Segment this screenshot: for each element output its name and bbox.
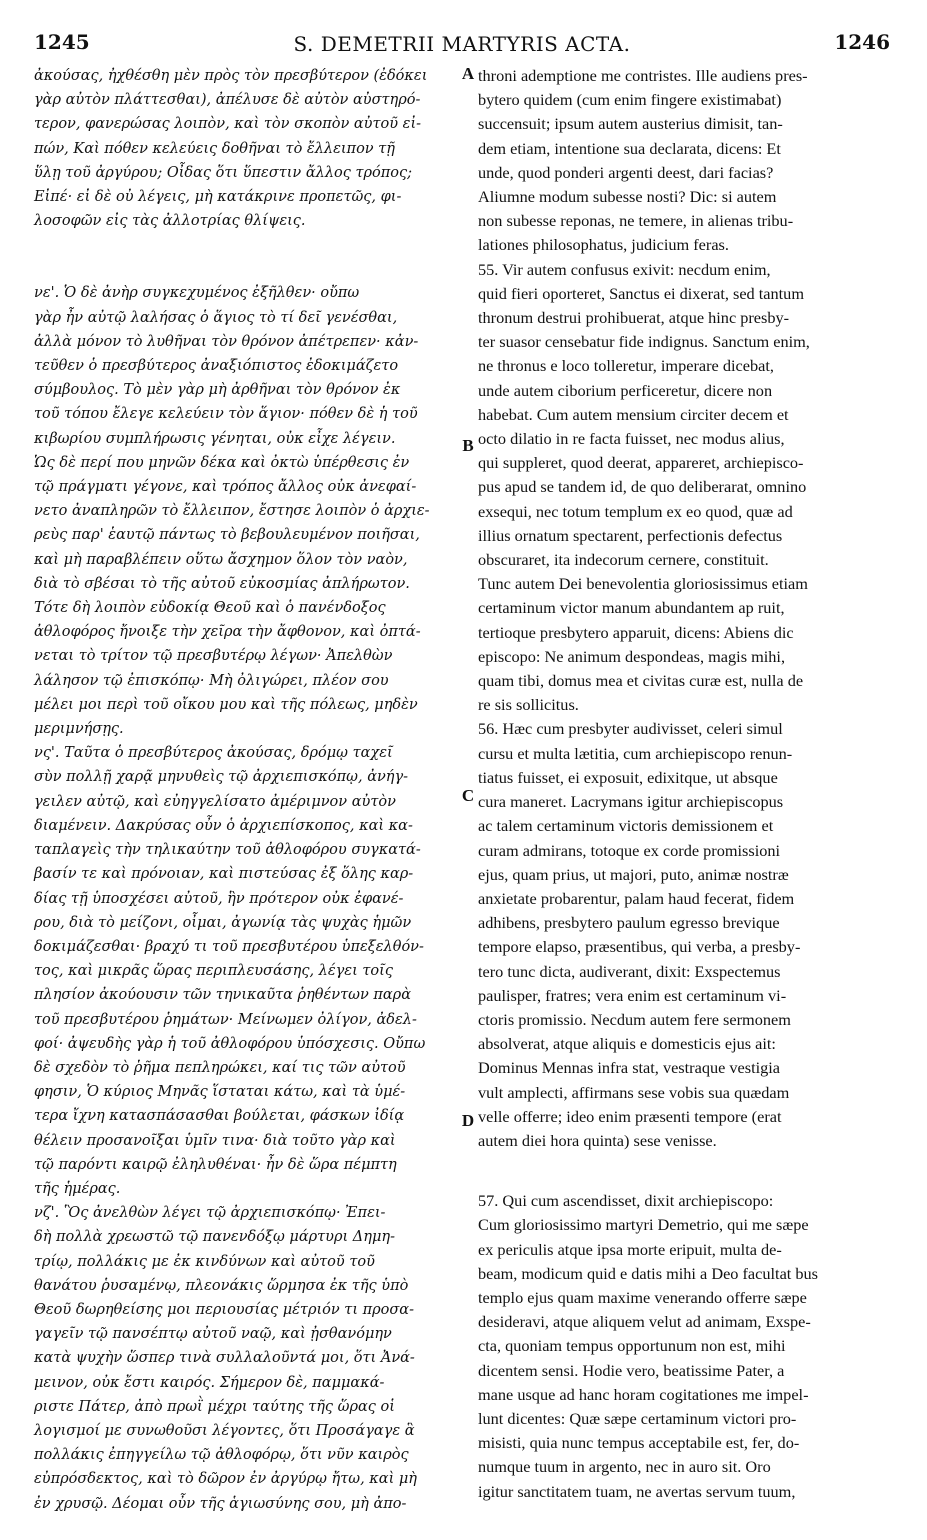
latin-paragraph-57: 57. Qui cum ascendisset, dixit archiepiscopo: Cum gloriosissimo martyri Demetrio, qui me sæpe ex periculis atque ipsa morte eripuit, multa de- beam, modicum quid e datis mihi a Deo facultat bus templo ejus quam maxime venerando offerre sæpe desideravi, atque aliquem velut ad animam, Exspe- cta, quoniam tempus opportunum non est, mihi dicentem sensi. Hodie vero, beatissime Pater, a mane usque ad hanc horam cogitationes me impel- lunt dicentes: Quæ sæpe certaminum victori pro- misisti, quia nunc tempus acceptabile est, fer, do- numque tuum in argento, nec in auro sit. Oro igitur sanctitatem tuam, ne avertas servum tuum, (478, 1191, 819, 1501)
margin-marker-a: A (461, 64, 475, 83)
page-number-left: 1245 (34, 30, 90, 54)
page-number-right: 1246 (834, 30, 890, 54)
margin-marker-c: C (461, 786, 475, 805)
greek-paragraph-57: νζ'. Ὃς ἀνελθὼν λέγει τῷ ἀρχιεπισκόπῳ· Ἐπει- δὴ πολλὰ χρεωστῶ τῷ πανενδόξῳ μάρτυρι Δημη- τρίῳ, πολλάκις με ἐκ κινδύνων καὶ αὐτοῦ τοῦ θανάτου ῥυσαμένῳ, πλεονάκις ὥρμησα ἐκ τῆς ὑπὸ Θεοῦ δωρηθείσης μοι περιουσίας μέτριόν τι προσα- γαγεῖν τῷ πανσέπτῳ αὐτοῦ ναῷ, καὶ ᾐσθανόμην κατὰ ψυχὴν ὥσπερ τινὰ συλλαλοῦντά μοι, ὅτι Ἀνά- μεινον, οὐκ ἔστι καιρός. Σήμερον δὲ, παμμακά- ριστε Πάτερ, ἀπὸ πρωῒ μέχρι ταύτης τῆς ὥρας οἱ λογισμοί με συνωθοῦσι λέγοντες, ὅτι Προσάγαγε ἃ πολλάκις ἐπηγγείλω τῷ ἀθλοφόρῳ, ὅτι νῦν καιρὸς εὐπρόσδεκτος, καὶ τὸ δῶρον ἐν ἀργύρῳ ἤτω, καὶ μὴ ἐν χρυσῷ. Δέομαι οὖν τῆς ἁγιωσύνης σου, μὴ ἀπο- (34, 1205, 417, 1512)
section-gap (478, 1153, 894, 1189)
margin-marker-d: D (461, 1111, 475, 1130)
greek-paragraph-55: νε'. Ὁ δὲ ἀνὴρ συγκεχυμένος ἐξῆλθεν· οὔπω γὰρ ἦν αὐτῷ λαλήσας ὁ ἅγιος τὸ τί δεῖ γενέσθαι, ἀλλὰ μόνον τὸ λυθῆναι τὸν θρόνον ἀπέτρεπεν· κἀν- τεῦθεν ὁ πρεσβύτερος ἀναξιόπιστος ἐδοκιμάζετο σύμβουλος. Τὸ μὲν γὰρ μὴ ἀρθῆναι τὸν θρόνον ἐκ τοῦ τόπου ἔλεγε κελεύειν τὸν ἅγιον· πόθεν δὲ ἡ τοῦ κιβωρίου συμπλήρωσις γένηται, οὐκ εἶχε λέγειν. Ὡς δὲ περί που μηνῶν δέκα καὶ ὀκτὼ ὑπέρθεσις ἐν τῷ πράγματι γέγονε, καὶ τρόπος ἄλλος οὐκ ἀνεφαί- νετο ἀναπληρῶν τὸ ἔλλειπον, ἔστησε λοιπὸν ὁ ἀρχιε- ρεὺς παρ' ἑαυτῷ πάντως τὸ βεβουλευμένον ποιῆσαι, καὶ μὴ παραβλέπειν οὕτω ἄσχημον ὅλον τὸν ναὸν, διὰ τὸ σβέσαι τὸ τῆς αὐτοῦ εὐκοσμίας ἀπλήρωτον. Τότε δὴ λοιπὸν εὐδοκίᾳ Θεοῦ καὶ ὁ πανένδοξος ἀθλοφόρος ἤνοιξε τὴν χεῖρα τὴν ἄφθονον, καὶ ὀπτά- νεται τὸ τρίτον τῷ πρεσβυτέρῳ λέγων· Ἀπελθὼν λάλησον τῷ ἐπισκόπῳ· Μὴ ὀλιγώρει, πλέον σου μέλει μοι περὶ τοῦ οἴκου μου καὶ τῆς πόλεως, μηδὲν μεριμνήσῃς. (34, 285, 430, 738)
section-gap (34, 233, 458, 281)
greek-paragraph-56: νς'. Ταῦτα ὁ πρεσβύτερος ἀκούσας, δρόμῳ ταχεῖ σὺν πολλῇ χαρᾷ μηνυθεὶς τῷ ἀρχιεπισκόπῳ, ἀνήγ- γειλεν αὐτῷ, καὶ εὐηγγελίσατο ἀμέριμνον αὐτὸν διαμένειν. Δακρύσας οὖν ὁ ἀρχιεπίσκοπος, καὶ κα- ταπλαγεὶς τὴν τηλικαύτην τοῦ ἀθλοφόρου συγκατά- βασίν τε καὶ πρόνοιαν, καὶ πιστεύσας ἐξ ὅλης καρ- δίας τῇ ὑποσχέσει αὐτοῦ, ἣν πρότερον οὐκ ἐφανέ- ρου, διὰ τὸ μείζονι, οἶμαι, ἀγωνίᾳ τὰς ψυχὰς ἡμῶν δοκιμάζεσθαι· βραχύ τι τοῦ πρεσβυτέρου ὑπεξελθόν- τος, καὶ μικρᾶς ὥρας περιπλευσάσης, λέγει τοῖς πλησίον ἀκούουσιν τῶν τηνικαῦτα ῥηθέντων παρὰ τοῦ πρεσβυτέρου ῥημάτων· Μείνωμεν ὀλίγον, ἀδελ- φοί· ἀψευδὴς γὰρ ἡ τοῦ ἀθλοφόρου ὑπόσχεσις. Οὔπω δὲ σχεδὸν τὸ ῥῆμα πεπληρώκει, καί τις τῶν αὐτοῦ φησιν, Ὁ κύριος Μηνᾶς ἵσταται κάτω, καὶ τὰ ὑμέ- τερα ἴχνη κατασπάσασθαι βούλεται, φάσκων ἰδίᾳ θέλειν προσανοῖξαι ὑμῖν τινα· διὰ τοῦτο γὰρ καὶ τῷ παρόντι καιρῷ ἐληλυθέναι· ἦν δὲ ὥρα πέμπτη τῆς ἡμέρας. (34, 745, 426, 1197)
latin-paragraph-55: 55. Vir autem confusus exivit: necdum enim, quid fieri oporteret, Sanctus ei dixerat, sed tantum thronum destrui prohibuerat, atque hinc presby- ter suasor censebatur fide indignus. Sanctum enim, ne thronus e loco tolleretur, imperare dicebat, unde autem ciborium perficeretur, dicere non habebat. Cum autem mensium circiter decem et octo dilatio in re facta fuisset, nec modus alius, qui suppleret, quod deerat, appareret, archiepisco- pus apud se tandem id, de quo deliberarat, omnino exsequi, nec totum templum ex eo quod, quæ ad illius ornatum spectarent, perfectionis defectus obscuraret, ita indecorum cernere, constituit. Tunc autem Dei benevolentia gloriosissimus etiam certaminum victor manum abundantem ap ruit, tertioque presbytero apparuit, dicens: Abiens dic episcopo: Ne animum despondeas, magis mihi, quam tibi, domus mea et civitas curæ est, nulla de re sis sollicitus. (478, 259, 810, 715)
margin-marker-b: B (462, 436, 474, 455)
running-title: S. DEMETRII MARTYRIS ACTA. (293, 32, 631, 56)
greek-column (34, 64, 458, 1516)
page-header (34, 30, 890, 60)
latin-paragraph-56: 56. Hæc cum presbyter audivisset, celeri simul cursu et multa lætitia, cum archiepiscopo renun- tiatus fuisset, ei exposuit, edixitque, ut absque cura maneret. Lacrymans igitur archiepiscopus ac talem certaminum victoris demissionem et curam admirans, totoque ex corde promissioni ejus, quam prius, ut majori, puto, animæ nostræ anxietate probarentur, palam haud fecerat, fidem adhibens, presbytero paulum egresso brevique tempore elapso, præsentibus, qui verba, a presby- tero tunc dicta, audiverant, dixit: Exspectemus paulisper, fratres; vera enim est certaminum vi- ctoris promissio. Necdum autem fere sermonem absolverat, atque aliquis e domesticis ejus ait: Dominus Mennas infra stat, vestraque vestigia vult amplecti, affirmans sese vobis sua quædam velle offerre; ideo enim præsenti tempore (erat autem diei hora quinta) sese venisse. (478, 719, 801, 1150)
greek-paragraph-1: ἀκούσας, ἠχθέσθη μὲν πρὸς τὸν πρεσβύτερον (ἐδόκει γὰρ αὐτὸν πλάττεσθαι), ἀπέλυσε δὲ αὐτὸν αὐστηρό- τερον, φανερώσας λοιπὸν, καὶ τὸν σκοπὸν αὐτοῦ εἰ- πών, Καὶ πόθεν κελεύεις δοθῆναι τὸ ἔλλειπον τῇ ὕλῃ τοῦ ἀργύρου; Οἶδας ὅτι ὕπεστιν ἄλλος τρόπος; Εἰπέ· εἰ δὲ οὐ λέγεις, μὴ κατάκρινε προπετῶς, φι- λοσοφῶν εἰς τὰς ἀλλοτρίας θλίψεις. (34, 68, 428, 230)
latin-paragraph-1: throni ademptione me contristes. Ille audiens pres- bytero quidem (cum enim fingere existimabat) succensuit; ipsum autem austerius dimisit, tan- dem etiam, intentione sua declarata, dicens: Et unde, quod ponderi argenti deest, dari facias? Aliumne modum subesse nosti? Dic: si autem non subesse reponas, ne temere, in alienas tribu- lationes philosophatus, judicium feras. (478, 66, 808, 255)
latin-column (478, 64, 894, 1504)
